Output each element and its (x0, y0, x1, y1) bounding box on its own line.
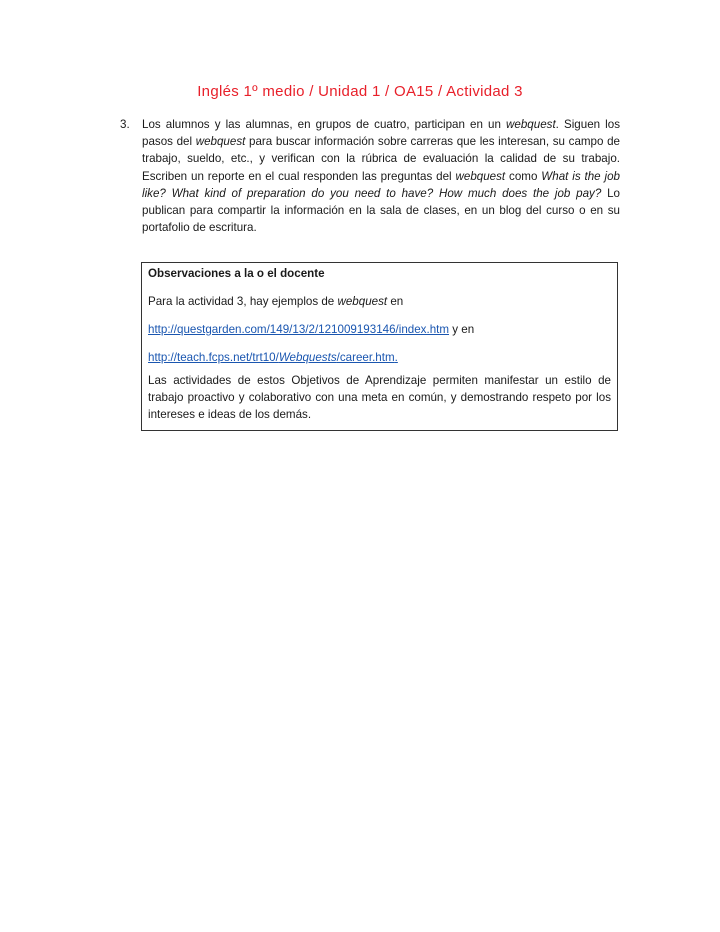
link2-end: . (394, 351, 398, 364)
observations-closing: Las actividades de estos Objetivos de Aprendizaje permiten manifestar un estilo de trabajo proactivo y colaborativo con una meta en común, y demostrando respeto por los intereses e ideas de los demás. (148, 374, 611, 421)
fcps-career-link[interactable] (148, 351, 398, 364)
activity-text (142, 116, 620, 236)
observations-heading: Observaciones a la o el docente (148, 267, 325, 280)
observations-intro (148, 293, 611, 310)
activity-segment-italic: webquest (195, 135, 246, 149)
activity-segment-italic: webquest (506, 118, 556, 131)
observations-link1-line (148, 321, 611, 338)
activity-number: 3. (120, 118, 130, 131)
activity-segment: Lo publican para compartir la información en la sala de clases, en un blog del curso o en su portafolio de escritura. (142, 186, 620, 235)
activity-segment: . Siguen los pasos del (142, 118, 620, 149)
intro-suffix: en (387, 295, 404, 308)
activity-segment-italic: webquest (455, 169, 506, 183)
link1-suffix: y en (449, 323, 475, 336)
activity-segment-italic: What is the job like? What kind of preparation do you need to have? How much does the job pay? (142, 169, 620, 200)
activity-segment: para buscar información sobre carreras que les interesan, su campo de trabajo, sueldo, etc., y verifican con la rúbrica de evaluación la calidad de su trabajo. Escriben un reporte en el cual responden las preguntas del (142, 135, 620, 183)
activity-segment: como (505, 169, 542, 183)
teacher-observations-box (141, 262, 618, 431)
page-title: Inglés 1º medio / Unidad 1 / OA15 / Actividad 3 (197, 83, 523, 100)
activity-item (120, 116, 620, 236)
link2-italic: Webquests (278, 351, 337, 364)
observations-link2-line (148, 349, 611, 366)
link2-prefix: http://teach.fcps.net/trt10/ (148, 351, 279, 364)
activity-segment: Los alumnos y las alumnas, en grupos de cuatro, participan en un (142, 118, 507, 131)
questgarden-link[interactable]: http://questgarden.com/149/13/2/121009193146/index.htm (148, 323, 450, 336)
link2-suffix: /career.htm (336, 351, 395, 364)
intro-text: Para la actividad 3, hay ejemplos de (148, 295, 338, 308)
intro-italic: webquest (337, 295, 388, 308)
